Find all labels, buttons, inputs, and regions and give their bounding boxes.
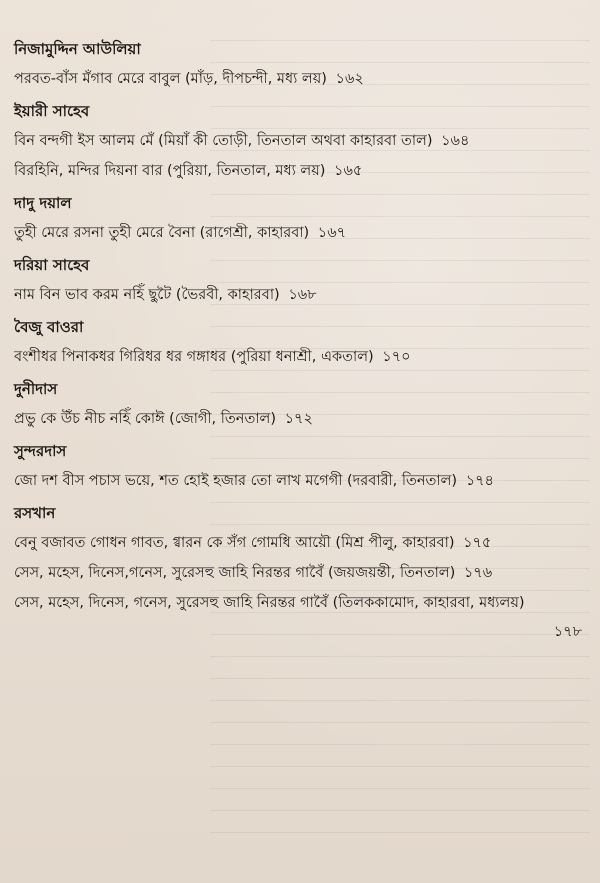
page-number: ১৭৮ xyxy=(553,624,582,640)
page-number: ১৬৪ xyxy=(441,133,470,149)
song-entry xyxy=(14,156,590,186)
section-heading: রসখান xyxy=(14,504,56,522)
section-dunidas xyxy=(14,374,590,434)
song-title: সেস, মহেস, দিনেস, গনেস, সুরেসহু জাহি নিরন্তর গাবৈঁ (তিলককামোদ, কাহারবা, মধ্যলয়) xyxy=(14,595,525,611)
song-entry xyxy=(14,64,590,94)
song-entry xyxy=(14,588,590,618)
song-entry xyxy=(14,466,590,496)
section-baiju-bawra xyxy=(14,312,590,372)
section-iyari-saheb xyxy=(14,96,590,186)
page-number: ১৬৮ xyxy=(288,287,317,303)
song-entry xyxy=(14,404,590,434)
section-heading: দরিয়া সাহেব xyxy=(14,256,90,274)
song-title: নাম বিন ভাব করম নহিঁ ছুটৈ (ভৈরবী, কাহারবা) xyxy=(14,287,280,303)
song-title: বেনু বজাবত গোধন গাবত, গ্বারন কে সঁগ গোমধি আয়ৌ (মিশ্র পীলু, কাহারবা) xyxy=(14,535,455,551)
song-title: জো দশ বীস পচাস ভয়ে, শত হোই হজার তো লাখ মগেগী (দরবারী, তিনতাল) xyxy=(14,473,458,489)
song-title: তুহী মেরে রসনা তুহী মেরে বৈনা (রাগেশ্রী, কাহারবা) xyxy=(14,225,310,241)
section-nizamuddin xyxy=(14,34,590,94)
song-entry xyxy=(14,528,590,558)
section-sundardas xyxy=(14,436,590,496)
section-heading: সুন্দরদাস xyxy=(14,442,67,460)
section-heading: ইয়ারী সাহেব xyxy=(14,102,90,120)
song-entry xyxy=(14,218,590,248)
song-entry xyxy=(14,280,590,310)
page-number: ১৭৫ xyxy=(463,535,492,551)
page-number: ১৭৬ xyxy=(463,565,493,581)
section-dadu-dayal xyxy=(14,188,590,248)
page-number: ১৭২ xyxy=(284,411,313,427)
song-entry xyxy=(14,558,590,588)
page-number: ১৬৭ xyxy=(317,225,347,241)
section-heading: দাদু দয়াল xyxy=(14,194,72,212)
page-number: ১৬৫ xyxy=(334,163,363,179)
section-heading: বৈজু বাওরা xyxy=(14,318,84,336)
page-number: ১৭৪ xyxy=(465,473,494,489)
song-title: সেস, মহেস, দিনেস,গনেস, সুরেসহু জাহি নিরন্তর গাবৈঁ (জয়জয়ন্তী, তিনতাল) xyxy=(14,565,456,581)
song-title: বংশীধর পিনাকধর গিরিধর ধর গঙ্গাধর (পুরিয়া ধনাশ্রী, একতাল) xyxy=(14,349,374,365)
song-entry xyxy=(14,342,590,372)
song-title: বিন বন্দগী ইস আলম মেঁ (মিয়াঁ কী তোড়ী, তিনতাল অথবা কাহারবা তাল) xyxy=(14,133,433,149)
section-heading: দুনীদাস xyxy=(14,380,58,398)
song-entry xyxy=(14,126,590,156)
song-title: প্রভু কে উঁচ নীচ নহিঁ কোঈ (জোগী, তিনতাল) xyxy=(14,411,276,427)
section-heading: নিজামুদ্দিন আউলিয়া xyxy=(14,40,141,58)
index-list xyxy=(14,34,590,648)
song-title: পরবত-বাঁস মঁগাব মেরে বাবুল (মাঁড়, দীপচন্দী, মধ্য লয়) xyxy=(14,71,327,87)
page-number: ১৬২ xyxy=(335,71,364,87)
section-dariya-saheb xyxy=(14,250,590,310)
song-title: বিরহিনি, মন্দির দিয়না বার (পুরিয়া, তিনতাল, মধ্য লয়) xyxy=(14,163,326,179)
section-raskhan xyxy=(14,498,590,646)
page-number: ১৭০ xyxy=(382,349,411,365)
